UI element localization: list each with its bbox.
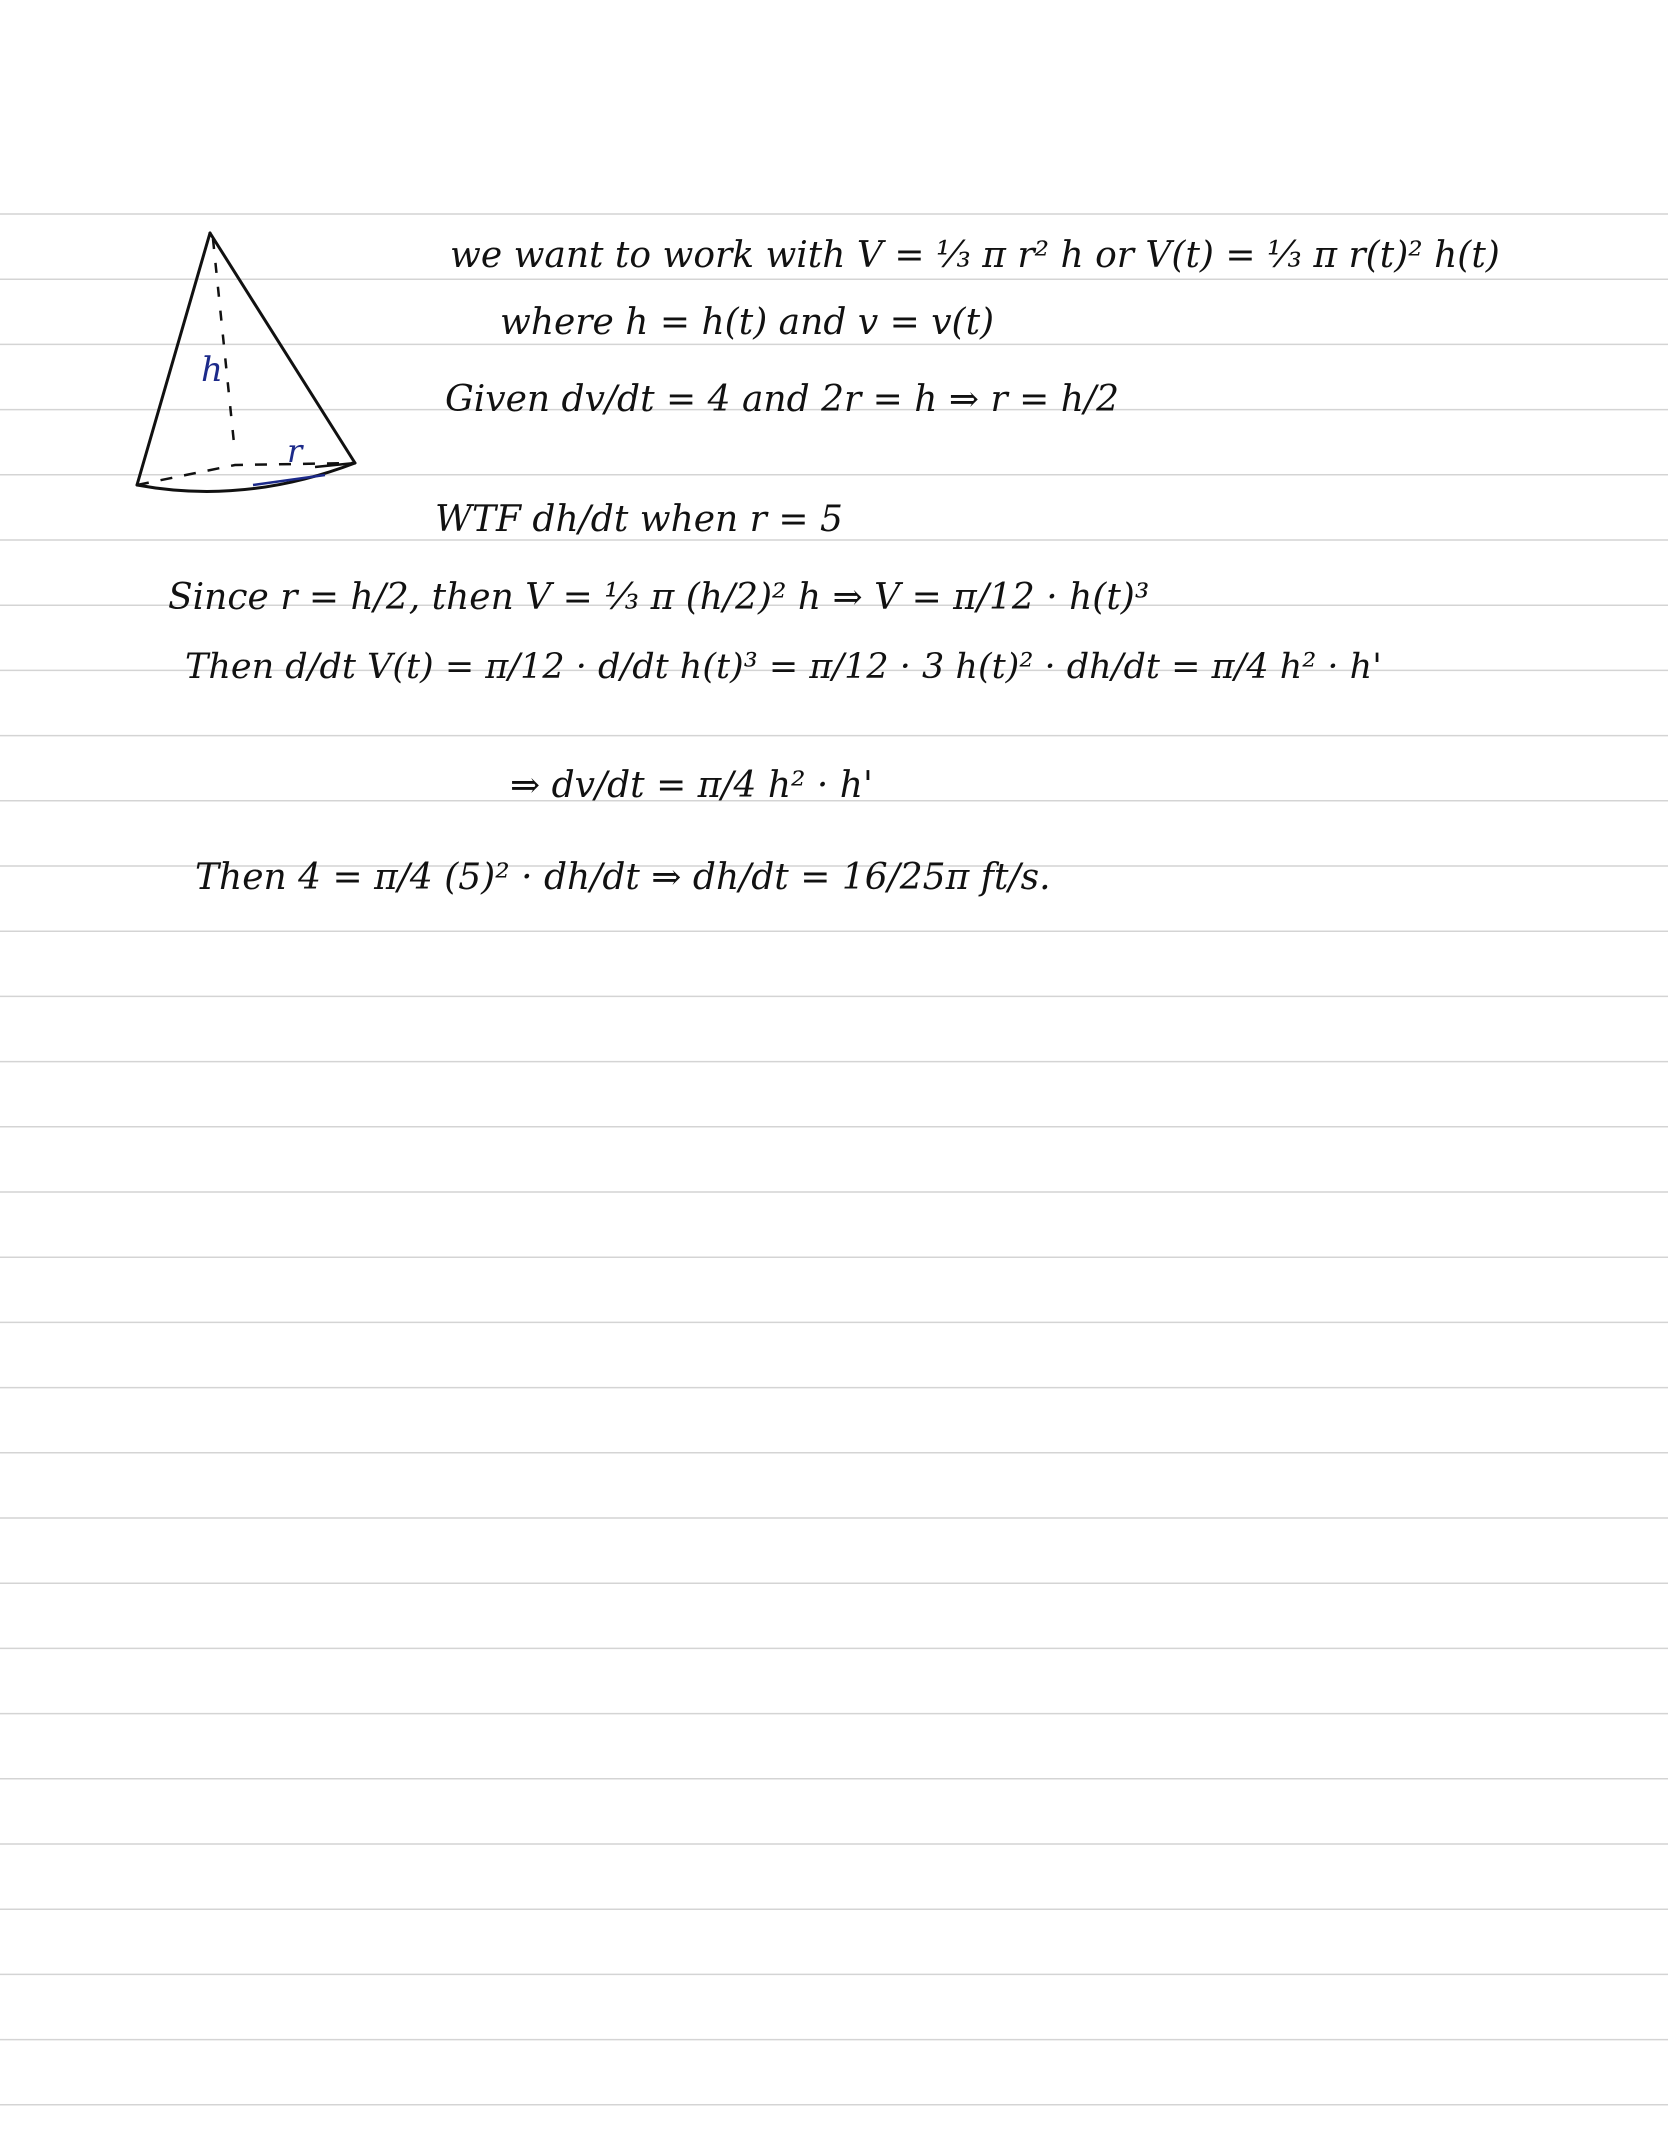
note-line-7: ⇒ dv/dt = π/4 h² · h'	[510, 765, 873, 806]
cone-sketch	[125, 225, 375, 505]
note-line-5: Since r = h/2, then V = ⅓ π (h/2)² h ⇒ V = π/12 · h(t)³	[168, 577, 1150, 618]
cone-height-label: h	[201, 350, 223, 390]
cone-diagram	[125, 225, 375, 505]
note-line-8: Then 4 = π/4 (5)² · dh/dt ⇒ dh/dt = 16/25π ft/s.	[195, 857, 1051, 898]
note-line-2: where h = h(t) and v = v(t)	[500, 302, 995, 343]
note-line-4: WTF dh/dt when r = 5	[435, 499, 843, 540]
cone-radius-label: r	[287, 432, 303, 470]
note-line-3: Given dv/dt = 4 and 2r = h ⇒ r = h/2	[445, 379, 1119, 420]
note-line-6: Then d/dt V(t) = π/12 · d/dt h(t)³ = π/12 · 3 h(t)² · dh/dt = π/4 h² · h'	[185, 647, 1382, 687]
note-line-1: we want to work with V = ⅓ π r² h or V(t) = ⅓ π r(t)² h(t)	[450, 235, 1500, 276]
